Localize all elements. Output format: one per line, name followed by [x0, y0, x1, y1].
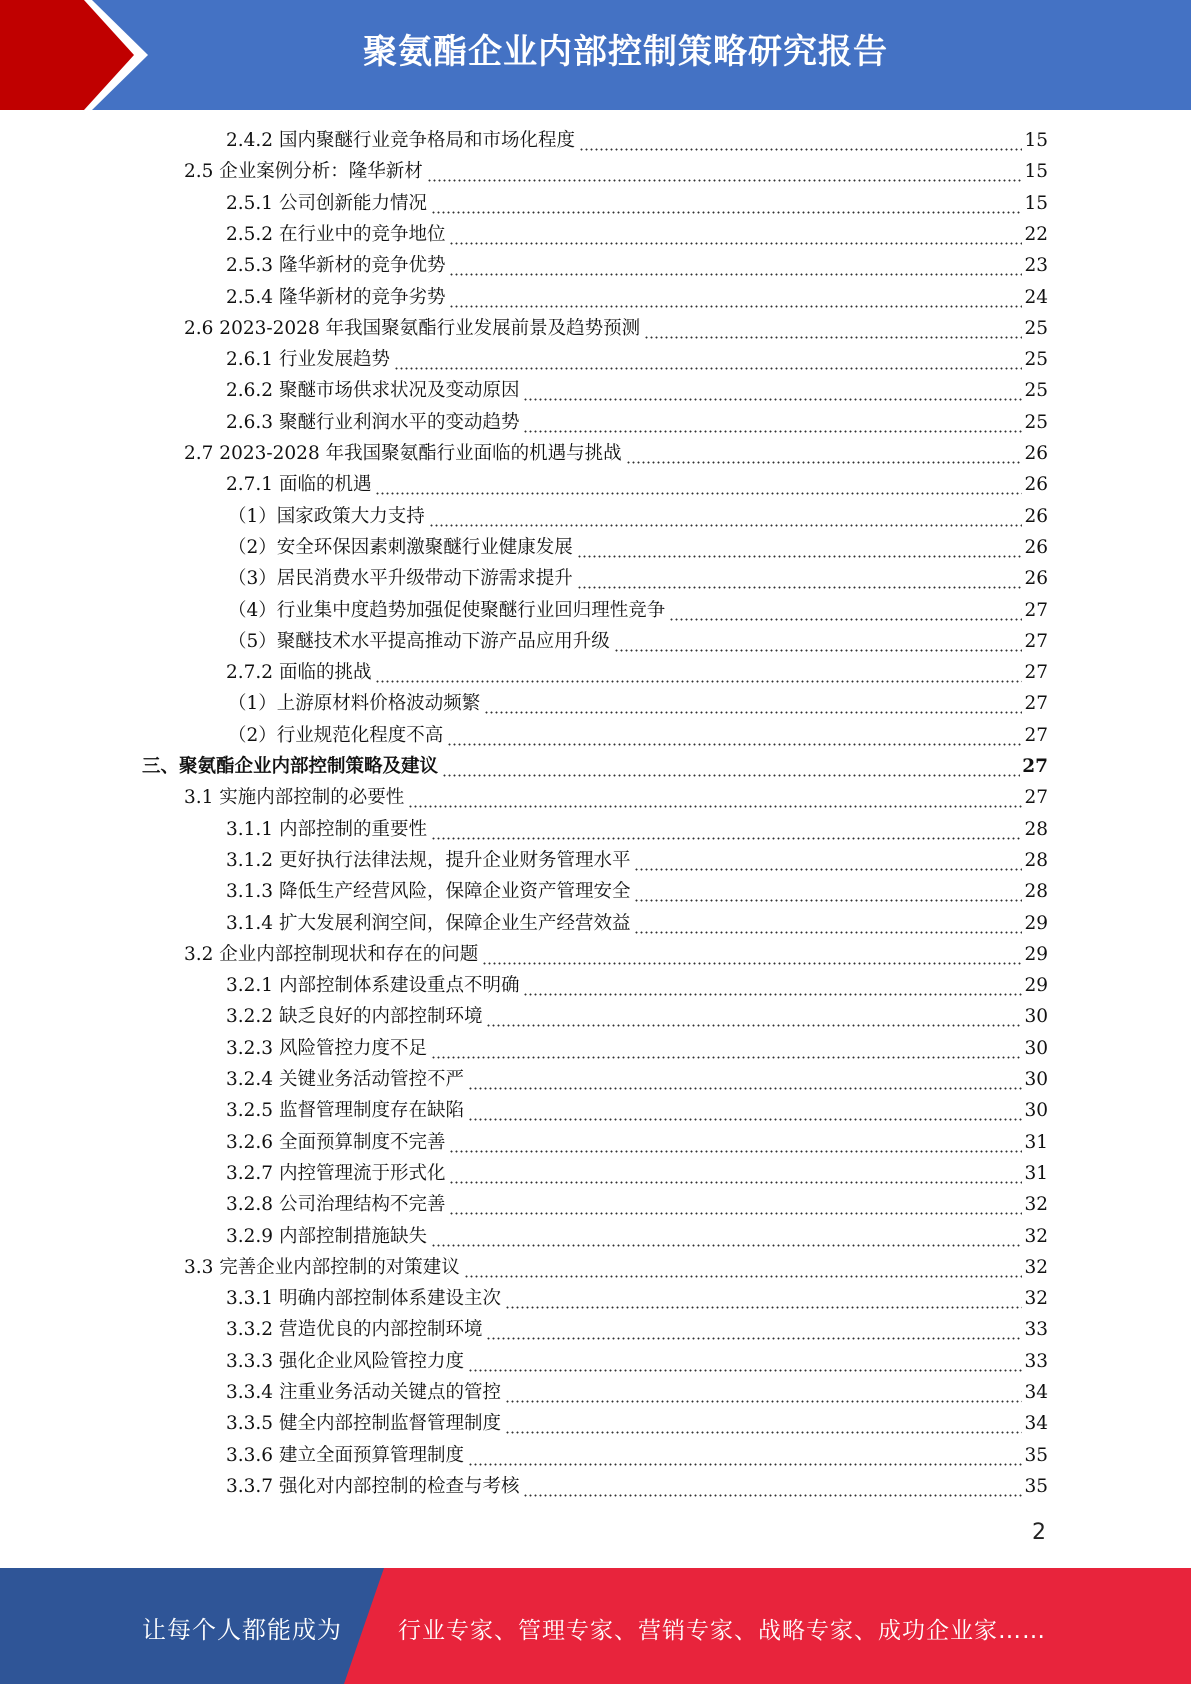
page-footer — [0, 1568, 1191, 1684]
toc-entry-page: 22 — [1024, 223, 1048, 245]
toc-entry-title: 2.7 2023-2028 年我国聚氨酯行业面临的机遇与挑战 — [184, 443, 622, 464]
toc-entry[interactable] — [142, 753, 1048, 781]
toc-entry-page: 27 — [1024, 662, 1048, 684]
toc-entry-title: 3.2.7 内控管理流于形式化 — [226, 1162, 446, 1184]
toc-dot-leader — [447, 722, 1022, 750]
toc-entry[interactable] — [228, 690, 1048, 718]
toc-entry[interactable] — [226, 1348, 1048, 1376]
toc-entry-page: 29 — [1024, 943, 1048, 965]
toc-entry-page: 27 — [1024, 724, 1048, 746]
toc-entry[interactable] — [184, 941, 1048, 969]
toc-entry[interactable] — [226, 1442, 1048, 1470]
toc-entry[interactable] — [184, 158, 1048, 186]
toc-dot-leader — [468, 1348, 1022, 1376]
toc-entry-page: 25 — [1024, 317, 1048, 339]
toc-entry-page: 26 — [1024, 505, 1048, 527]
toc-entry-title: 3.2.6 全面预算制度不完善 — [226, 1131, 446, 1153]
toc-dot-leader — [484, 690, 1022, 718]
toc-dot-leader — [634, 847, 1022, 875]
toc-entry-page: 29 — [1024, 975, 1048, 997]
toc-entry-page: 28 — [1024, 881, 1048, 903]
toc-dot-leader — [486, 1316, 1022, 1344]
toc-entry-title: 三、聚氨酯企业内部控制策略及建议 — [142, 756, 439, 777]
toc-dot-leader — [427, 158, 1023, 186]
toc-dot-leader — [486, 1003, 1022, 1031]
toc-entry-title: 2.5.2 在行业中的竞争地位 — [226, 223, 446, 245]
toc-dot-leader — [442, 753, 1020, 781]
toc-entry[interactable] — [226, 1066, 1048, 1094]
toc-entry-title: 2.6.2 聚醚市场供求状况及变动原因 — [226, 380, 520, 402]
toc-dot-leader — [375, 659, 1022, 687]
toc-entry-title: （4）行业集中度趋势加强促使聚醚行业回归理性竞争 — [228, 599, 666, 621]
toc-entry[interactable] — [228, 534, 1048, 562]
toc-dot-leader — [626, 440, 1023, 468]
toc-entry-title: 3.2.2 缺乏良好的内部控制环境 — [226, 1006, 483, 1028]
toc-entry-title: 2.6.3 聚醚行业利润水平的变动趋势 — [226, 411, 520, 433]
toc-dot-leader — [482, 941, 1022, 969]
toc-entry-title: 2.4.2 国内聚醚行业竞争格局和市场化程度 — [226, 130, 575, 151]
toc-dot-leader — [523, 377, 1022, 405]
toc-entry[interactable] — [226, 284, 1048, 312]
toc-dot-leader — [505, 1379, 1022, 1407]
toc-entry[interactable] — [226, 221, 1048, 249]
toc-dot-leader — [468, 1442, 1022, 1470]
toc-entry[interactable] — [184, 315, 1048, 343]
toc-entry-page: 26 — [1024, 568, 1048, 590]
toc-entry-page: 35 — [1024, 1444, 1048, 1466]
toc-entry-title: 2.5 企业案例分析：隆华新材 — [184, 161, 423, 183]
toc-entry-page: 33 — [1024, 1319, 1048, 1341]
toc-entry-page: 33 — [1024, 1350, 1048, 1372]
toc-dot-leader — [449, 252, 1022, 280]
toc-entry-page: 15 — [1024, 130, 1048, 151]
toc-entry-page: 27 — [1024, 693, 1048, 715]
toc-entry-title: 2.6 2023-2028 年我国聚氨酯行业发展前景及趋势预测 — [184, 317, 641, 339]
toc-entry-title: （1）国家政策大力支持 — [228, 505, 425, 527]
toc-entry-title: 3.3.6 建立全面预算管理制度 — [226, 1444, 464, 1466]
toc-entry-page: 31 — [1024, 1162, 1048, 1184]
toc-entry-page: 27 — [1024, 630, 1048, 652]
toc-entry[interactable] — [226, 377, 1048, 405]
toc-dot-leader — [634, 878, 1022, 906]
toc-entry[interactable] — [184, 1254, 1048, 1282]
toc-dot-leader — [614, 628, 1023, 656]
toc-entry[interactable] — [184, 784, 1048, 812]
toc-dot-leader — [429, 503, 1023, 531]
toc-entry[interactable] — [226, 1379, 1048, 1407]
toc-dot-leader — [449, 221, 1022, 249]
toc-entry[interactable] — [226, 816, 1048, 844]
toc-entry-page: 25 — [1024, 411, 1048, 433]
toc-dot-leader — [431, 190, 1022, 218]
toc-entry-title: 3.3.3 强化企业风险管控力度 — [226, 1350, 464, 1372]
toc-entry-page: 32 — [1024, 1256, 1048, 1278]
toc-dot-leader — [523, 409, 1022, 437]
toc-entry[interactable] — [226, 1285, 1048, 1313]
toc-entry-title: 3.2 企业内部控制现状和存在的问题 — [184, 943, 479, 965]
toc-dot-leader — [464, 1254, 1023, 1282]
toc-dot-leader — [669, 597, 1022, 625]
toc-entry-page: 27 — [1022, 756, 1048, 777]
toc-dot-leader — [449, 1160, 1022, 1188]
toc-entry-page: 26 — [1024, 474, 1048, 496]
page-number: 2 — [1032, 1520, 1046, 1545]
toc-entry[interactable] — [228, 503, 1048, 531]
toc-entry-title: 3.1.1 内部控制的重要性 — [226, 818, 427, 840]
toc-dot-leader — [468, 1097, 1022, 1125]
toc-entry-title: 2.5.3 隆华新材的竞争优势 — [226, 255, 446, 277]
toc-entry[interactable] — [226, 910, 1048, 938]
toc-entry-title: 3.3.5 健全内部控制监督管理制度 — [226, 1413, 501, 1435]
toc-dot-leader — [408, 784, 1022, 812]
toc-entry-title: （2）安全环保因素刺激聚醚行业健康发展 — [228, 536, 573, 558]
toc-entry-page: 29 — [1024, 912, 1048, 934]
toc-entry-page: 32 — [1024, 1194, 1048, 1216]
footer-slogan-right: 行业专家、管理专家、营销专家、战略专家、成功企业家…… — [398, 1618, 1046, 1644]
toc-entry-title: 3.3.2 营造优良的内部控制环境 — [226, 1319, 483, 1341]
toc-dot-leader — [577, 565, 1023, 593]
toc-entry[interactable] — [228, 597, 1048, 625]
toc-entry-page: 25 — [1024, 380, 1048, 402]
toc-dot-leader — [449, 1129, 1022, 1157]
toc-dot-leader — [505, 1410, 1022, 1438]
toc-entry-page: 30 — [1024, 1100, 1048, 1122]
toc-entry-title: （1）上游原材料价格波动频繁 — [228, 693, 481, 715]
toc-entry-page: 30 — [1024, 1037, 1048, 1059]
toc-entry[interactable] — [226, 1160, 1048, 1188]
toc-entry[interactable] — [228, 565, 1048, 593]
toc-dot-leader — [394, 346, 1022, 374]
toc-entry-page: 25 — [1024, 349, 1048, 371]
toc-entry-page: 15 — [1024, 161, 1048, 183]
toc-dot-leader — [577, 534, 1023, 562]
toc-entry-page: 35 — [1024, 1475, 1048, 1497]
toc-dot-leader — [431, 1223, 1022, 1251]
toc-entry-page: 30 — [1024, 1069, 1048, 1090]
toc-entry-title: 3.2.1 内部控制体系建设重点不明确 — [226, 975, 520, 997]
toc-entry[interactable] — [226, 878, 1048, 906]
toc-entry-title: 3.2.4 关键业务活动管控不严 — [226, 1069, 464, 1090]
toc-entry[interactable] — [226, 1191, 1048, 1219]
toc-entry-title: 3.1.3 降低生产经营风险，保障企业资产管理安全 — [226, 881, 631, 903]
toc-entry[interactable] — [226, 659, 1048, 687]
toc-entry-title: 3.1.4 扩大发展利润空间，保障企业生产经营效益 — [226, 912, 631, 934]
toc-entry[interactable] — [226, 1003, 1048, 1031]
page-header — [0, 0, 1191, 110]
toc-entry-page: 15 — [1024, 192, 1048, 214]
toc-entry[interactable] — [226, 1097, 1048, 1125]
toc-entry-title: 3.3.7 强化对内部控制的检查与考核 — [226, 1475, 520, 1497]
toc-entry[interactable] — [226, 346, 1048, 374]
toc-entry-title: 2.5.1 公司创新能力情况 — [226, 192, 427, 214]
toc-entry[interactable] — [228, 722, 1048, 750]
toc-dot-leader — [431, 1035, 1022, 1063]
toc-entry-page: 32 — [1024, 1225, 1048, 1247]
toc-dot-leader — [644, 315, 1022, 343]
toc-entry-title: 3.3 完善企业内部控制的对策建议 — [184, 1256, 460, 1278]
report-title: 聚氨酯企业内部控制策略研究报告 — [363, 32, 888, 72]
toc-entry[interactable] — [184, 440, 1048, 468]
toc-entry-title: （2）行业规范化程度不高 — [228, 724, 444, 746]
toc-entry-page: 23 — [1024, 255, 1048, 277]
toc-dot-leader — [505, 1285, 1022, 1313]
toc-entry-title: 3.1 实施内部控制的必要性 — [184, 787, 405, 809]
toc-entry-page: 30 — [1024, 1006, 1048, 1028]
toc-entry[interactable] — [226, 847, 1048, 875]
toc-entry-page: 34 — [1024, 1382, 1048, 1403]
toc-entry-page: 27 — [1024, 599, 1048, 621]
toc-entry-page: 32 — [1024, 1288, 1048, 1310]
toc-entry-title: （3）居民消费水平升级带动下游需求提升 — [228, 568, 573, 590]
toc-entry[interactable] — [226, 1473, 1048, 1501]
toc-entry[interactable] — [226, 409, 1048, 437]
toc-entry[interactable] — [226, 471, 1048, 499]
toc-entry-title: 3.1.2 更好执行法律法规，提升企业财务管理水平 — [226, 849, 631, 871]
toc-entry-page: 28 — [1024, 849, 1048, 871]
toc-entry[interactable] — [226, 1410, 1048, 1438]
toc-entry-title: 2.5.4 隆华新材的竞争劣势 — [226, 286, 446, 308]
toc-entry[interactable] — [226, 1316, 1048, 1344]
toc-entry-page: 26 — [1024, 536, 1048, 558]
toc-dot-leader — [468, 1066, 1022, 1094]
toc-entry-title: 3.3.1 明确内部控制体系建设主次 — [226, 1288, 501, 1310]
toc-entry[interactable] — [226, 252, 1048, 280]
toc-entry[interactable] — [226, 972, 1048, 1000]
toc-entry-title: （5）聚醚技术水平提高推动下游产品应用升级 — [228, 630, 610, 652]
toc-dot-leader — [523, 972, 1022, 1000]
toc-entry-page: 26 — [1024, 443, 1048, 464]
toc-dot-leader — [634, 910, 1022, 938]
toc-entry[interactable] — [226, 190, 1048, 218]
toc-entry-title: 3.2.3 风险管控力度不足 — [226, 1037, 427, 1059]
toc-entry-page: 34 — [1024, 1413, 1048, 1435]
toc-entry-page: 31 — [1024, 1131, 1048, 1153]
toc-entry-title: 3.2.8 公司治理结构不完善 — [226, 1194, 446, 1216]
toc-entry-page: 24 — [1024, 286, 1048, 308]
toc-dot-leader — [449, 1191, 1022, 1219]
toc-entry[interactable] — [226, 1035, 1048, 1063]
toc-entry[interactable] — [228, 628, 1048, 656]
toc-entry[interactable] — [226, 1129, 1048, 1157]
toc-entry-title: 3.3.4 注重业务活动关键点的管控 — [226, 1382, 501, 1403]
toc-entry-title: 2.7.1 面临的机遇 — [226, 474, 372, 496]
toc-dot-leader — [431, 816, 1022, 844]
toc-entry-title: 3.2.9 内部控制措施缺失 — [226, 1225, 427, 1247]
toc-entry[interactable] — [226, 127, 1048, 155]
toc-entry-title: 3.2.5 监督管理制度存在缺陷 — [226, 1100, 464, 1122]
toc-entry-page: 27 — [1024, 787, 1048, 809]
toc-entry[interactable] — [226, 1223, 1048, 1251]
toc-entry-title: 2.6.1 行业发展趋势 — [226, 349, 390, 371]
toc-entry-page: 28 — [1024, 818, 1048, 840]
toc-dot-leader — [523, 1473, 1022, 1501]
toc-dot-leader — [579, 127, 1022, 155]
toc-dot-leader — [449, 284, 1022, 312]
footer-slogan-left: 让每个人都能成为 — [142, 1616, 342, 1644]
toc-entry-title: 2.7.2 面临的挑战 — [226, 662, 372, 684]
toc-dot-leader — [375, 471, 1022, 499]
